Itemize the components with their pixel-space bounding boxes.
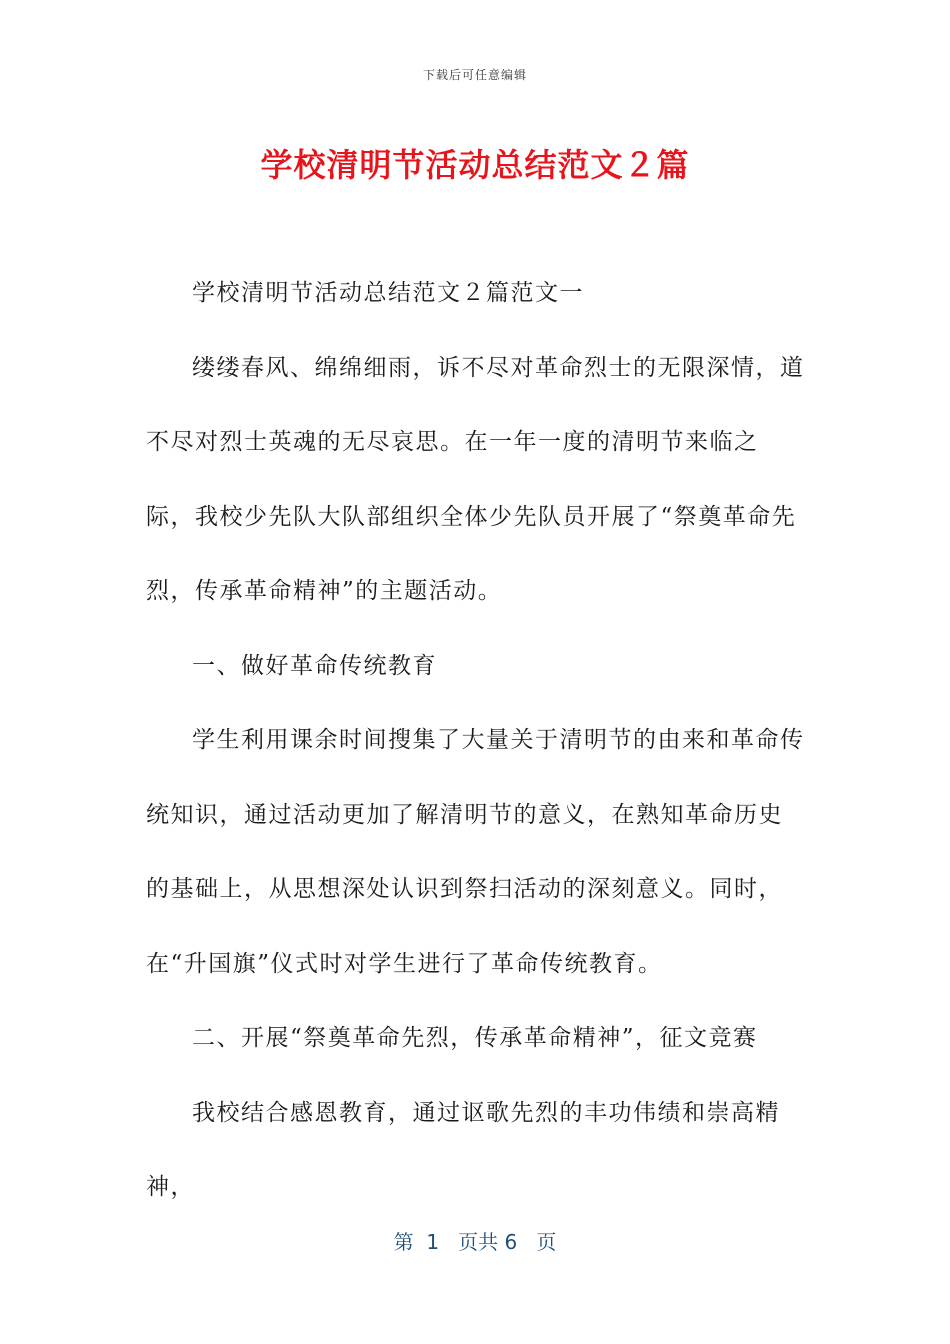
document-body — [146, 256, 806, 1225]
page-number-footer: 第 1 页共 6 页 — [393, 1230, 557, 1254]
paragraph-section-2: 我校结合感恩教育，通过讴歌先烈的丰功伟绩和崇高精神， — [146, 1099, 780, 1200]
paragraph-section-1: 学生利用课余时间搜集了大量关于清明节的由来和革命传统知识，通过活动更加了解清明节的意义，在熟知革命历史的基础上，从思想深处认识到祭扫活动的深刻意义。同时，在“升国旗”仪式时对学生进行了革命传统教育。 — [146, 727, 805, 977]
document-title: 学校清明节活动总结范文２篇 — [260, 146, 690, 184]
paragraph-intro: 缕缕春风、绵绵细雨，诉不尽对革命烈士的无限深情，道不尽对烈士英魂的无尽哀思。在一年一度的清明节来临之际，我校少先队大队部组织全体少先队员开展了“祭奠革命先烈，传承革命精神”的主题活动。 — [146, 354, 805, 604]
section-heading-1: 一、做好革命传统教育 — [192, 652, 437, 679]
page-header-note: 下载后可任意编辑 — [422, 68, 527, 82]
section-heading-2: 二、开展“祭奠革命先烈，传承革命精神”，征文竞赛 — [192, 1025, 758, 1051]
paragraph-subtitle: 学校清明节活动总结范文２篇范文一 — [192, 280, 584, 306]
